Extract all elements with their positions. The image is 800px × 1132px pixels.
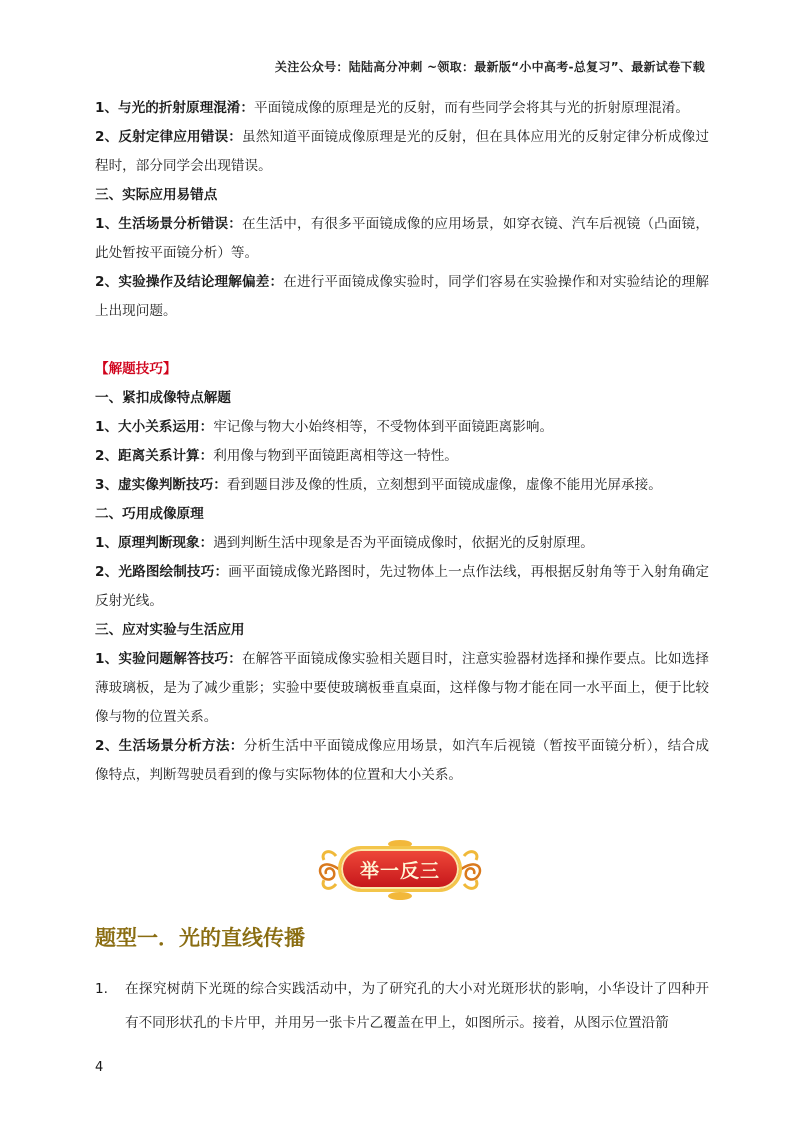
tip-text: 画平面镜成像光路图时，先过物体上一点作法线，再根据反射角等于入射角确定反射光线。 xyxy=(95,564,709,609)
tip-label: 2、光路图绘制技巧： xyxy=(95,564,229,580)
question-1 xyxy=(95,972,709,1040)
tip-text: 利用像与物到平面镜距离相等这一特性。 xyxy=(213,448,458,464)
tip-item xyxy=(95,529,709,558)
tip-label: 1、原理判断现象： xyxy=(95,535,214,551)
error-item-text: 平面镜成像的原理是光的反射，而有些同学会将其与光的折射原理混淆。 xyxy=(254,100,689,116)
error-item-text: 在生活中，有很多平面镜成像的应用场景，如穿衣镜、汽车后视镜（凸面镜，此处暂按平面镜分析）等。 xyxy=(95,216,709,261)
tips-section-2: 二、巧用成像原理 xyxy=(95,506,204,522)
error-item-label: 2、实验操作及结论理解偏差： xyxy=(95,274,284,290)
tip-item xyxy=(95,732,709,790)
page-number: 4 xyxy=(95,1060,104,1075)
question-number: 1. xyxy=(95,981,108,997)
section-title: 题型一．光的直线传播 xyxy=(95,926,305,950)
error-item-text: 在进行平面镜成像实验时，同学们容易在实验操作和对实验结论的理解上出现问题。 xyxy=(95,274,709,319)
tip-label: 2、距离关系计算： xyxy=(95,448,214,464)
tip-label: 3、虚实像判断技巧： xyxy=(95,477,227,493)
tip-text: 分析生活中平面镜成像应用场景，如汽车后视镜（暂按平面镜分析），结合成像特点，判断驾驶员看到的像与实际物体的位置和大小关系。 xyxy=(95,738,709,783)
tip-item xyxy=(95,413,709,442)
section-heading-practical: 三、实际应用易错点 xyxy=(95,187,218,203)
page-header: 关注公众号：陆陆高分冲刺 ~领取：最新版“小中高考-总复习”、最新试卷下载 xyxy=(274,60,705,74)
tip-label: 2、生活场景分析方法： xyxy=(95,738,244,754)
tip-item xyxy=(95,442,709,471)
banner-pill xyxy=(338,846,462,892)
main-content xyxy=(95,94,709,790)
error-item-label: 1、生活场景分析错误： xyxy=(95,216,242,232)
error-item-refraction xyxy=(95,94,709,123)
tip-item xyxy=(95,471,709,500)
tips-section-3: 三、应对实验与生活应用 xyxy=(95,622,245,638)
tips-section-1: 一、紧扣成像特点解题 xyxy=(95,390,231,406)
tip-text: 牢记像与物大小始终相等，不受物体到平面镜距离影响。 xyxy=(213,419,554,435)
tip-label: 1、大小关系运用： xyxy=(95,419,214,435)
error-item-label: 2、反射定律应用错误： xyxy=(95,129,242,145)
error-item-life-scene xyxy=(95,210,709,268)
tip-text: 遇到判断生活中现象是否为平面镜成像时，依据光的反射原理。 xyxy=(213,535,594,551)
tip-label: 1、实验问题解答技巧： xyxy=(95,651,242,667)
tip-item xyxy=(95,645,709,732)
banner-label: 举一反三 xyxy=(359,859,440,882)
banner xyxy=(310,838,490,902)
error-item-label: 1、与光的折射原理混淆： xyxy=(95,100,254,116)
tips-title: 【解题技巧】 xyxy=(95,361,177,377)
question-text: 在探究树荫下光斑的综合实践活动中，为了研究孔的大小对光斑形状的影响，小华设计了四种开有不同形状孔的卡片甲，并用另一张卡片乙覆盖在甲上，如图所示。接着，从图示位置沿箭 xyxy=(125,981,709,1031)
tip-item xyxy=(95,558,709,616)
tip-text: 在解答平面镜成像实验相关题目时，注意实验器材选择和操作要点。比如选择薄玻璃板，是为了减少重影；实验中要使玻璃板垂直桌面，这样像与物才能在同一水平面上，便于比较像与物的位置关系。 xyxy=(95,651,709,725)
error-item-reflection-law xyxy=(95,123,709,181)
error-item-experiment xyxy=(95,268,709,326)
error-item-text: 虽然知道平面镜成像原理是光的反射，但在具体应用光的反射定律分析成像过程时，部分同学会出现错误。 xyxy=(95,129,709,174)
tip-text: 看到题目涉及像的性质，立刻想到平面镜成虚像，虚像不能用光屏承接。 xyxy=(226,477,662,493)
